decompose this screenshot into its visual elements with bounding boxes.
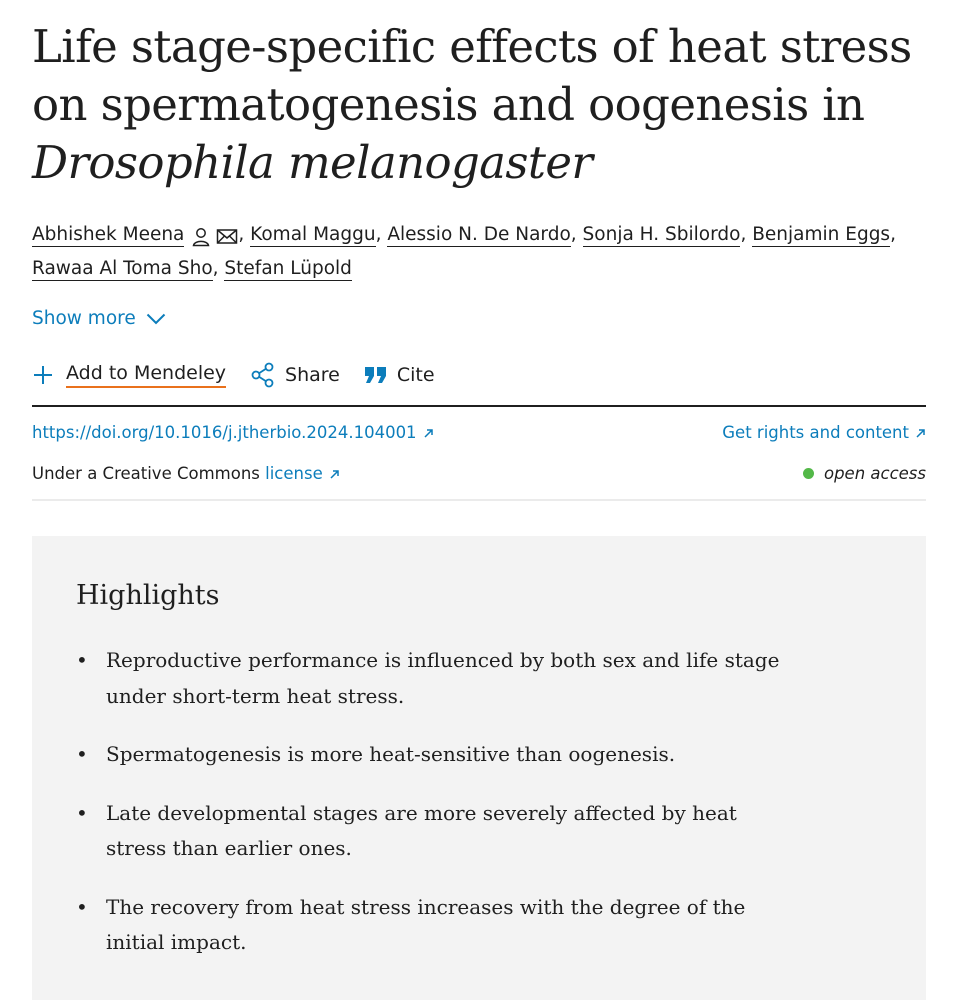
author-link[interactable]: Komal Maggu bbox=[250, 224, 376, 245]
license-link[interactable] bbox=[265, 464, 340, 483]
status-dot-icon bbox=[803, 468, 814, 479]
plus-icon bbox=[32, 364, 54, 386]
chevron-down-icon bbox=[146, 313, 166, 325]
bullet-icon: • bbox=[76, 742, 88, 766]
cite-button[interactable] bbox=[364, 364, 435, 386]
doi-text: https://doi.org/10.1016/j.jtherbio.2024.104001 bbox=[32, 423, 417, 442]
list-item bbox=[76, 890, 796, 961]
show-more-button[interactable] bbox=[32, 308, 166, 329]
doi-link[interactable] bbox=[32, 423, 434, 442]
share-icon bbox=[250, 362, 276, 388]
author-link[interactable]: Rawaa Al Toma Sho bbox=[32, 258, 213, 279]
open-access-label: open access bbox=[823, 464, 926, 483]
author-link[interactable]: Benjamin Eggs bbox=[752, 224, 891, 245]
open-access-badge bbox=[803, 464, 926, 483]
author-icons bbox=[192, 221, 238, 253]
list-item bbox=[76, 643, 796, 714]
highlight-text: The recovery from heat stress increases with the degree of the initial impact. bbox=[106, 894, 746, 954]
author-link[interactable]: Abhishek Meena bbox=[32, 224, 185, 245]
article-title bbox=[32, 18, 926, 192]
person-icon[interactable] bbox=[192, 227, 210, 247]
title-species: Drosophila melanogaster bbox=[32, 136, 593, 189]
mendeley-label: Add to Mendeley bbox=[66, 362, 226, 388]
cite-label: Cite bbox=[396, 364, 435, 386]
add-to-mendeley-button[interactable] bbox=[32, 362, 226, 388]
share-label: Share bbox=[285, 364, 340, 386]
email-icon[interactable] bbox=[216, 228, 238, 246]
rights-text: Get rights and content bbox=[722, 423, 909, 442]
author-link[interactable]: Alessio N. De Nardo bbox=[387, 224, 571, 245]
highlights-heading: Highlights bbox=[76, 580, 220, 611]
list-item bbox=[76, 737, 796, 773]
list-item bbox=[76, 796, 796, 867]
external-link-icon bbox=[915, 428, 926, 439]
author-link[interactable]: Stefan Lüpold bbox=[224, 258, 352, 279]
external-link-icon bbox=[423, 428, 434, 439]
share-button[interactable] bbox=[250, 362, 340, 388]
bullet-icon: • bbox=[76, 800, 88, 825]
license-prefix: Under a Creative Commons bbox=[32, 464, 260, 483]
license-link-text: license bbox=[265, 464, 323, 483]
title-main: Life stage-specific effects of heat stress on spermatogenesis and oogenesis in bbox=[32, 20, 912, 131]
license-line bbox=[32, 464, 340, 483]
rights-link[interactable] bbox=[722, 423, 926, 442]
divider bbox=[32, 499, 926, 501]
author-list: Abhishek Meena , Komal Maggu, Alessio N. De Nardo, Sonja H. Sbilordo, Benjamin Eggs, Rawaa Al Toma Sho, Stefan Lüpold bbox=[32, 219, 926, 285]
external-link-icon bbox=[329, 469, 340, 480]
highlight-text: Reproductive performance is influenced by both sex and life stage under short-term heat stress. bbox=[106, 648, 780, 708]
bullet-icon: • bbox=[76, 648, 88, 672]
show-more-label: Show more bbox=[32, 308, 136, 329]
article-toolbar bbox=[32, 362, 435, 388]
highlights-list bbox=[76, 643, 796, 984]
highlight-text: Spermatogenesis is more heat-sensitive than oogenesis. bbox=[106, 742, 676, 766]
author-link[interactable]: Sonja H. Sbilordo bbox=[582, 224, 741, 245]
quote-icon bbox=[364, 365, 388, 385]
highlight-text: Late developmental stages are more severely affected by heat stress than earlier ones. bbox=[106, 800, 737, 860]
divider bbox=[32, 405, 926, 407]
bullet-icon: • bbox=[76, 894, 88, 919]
